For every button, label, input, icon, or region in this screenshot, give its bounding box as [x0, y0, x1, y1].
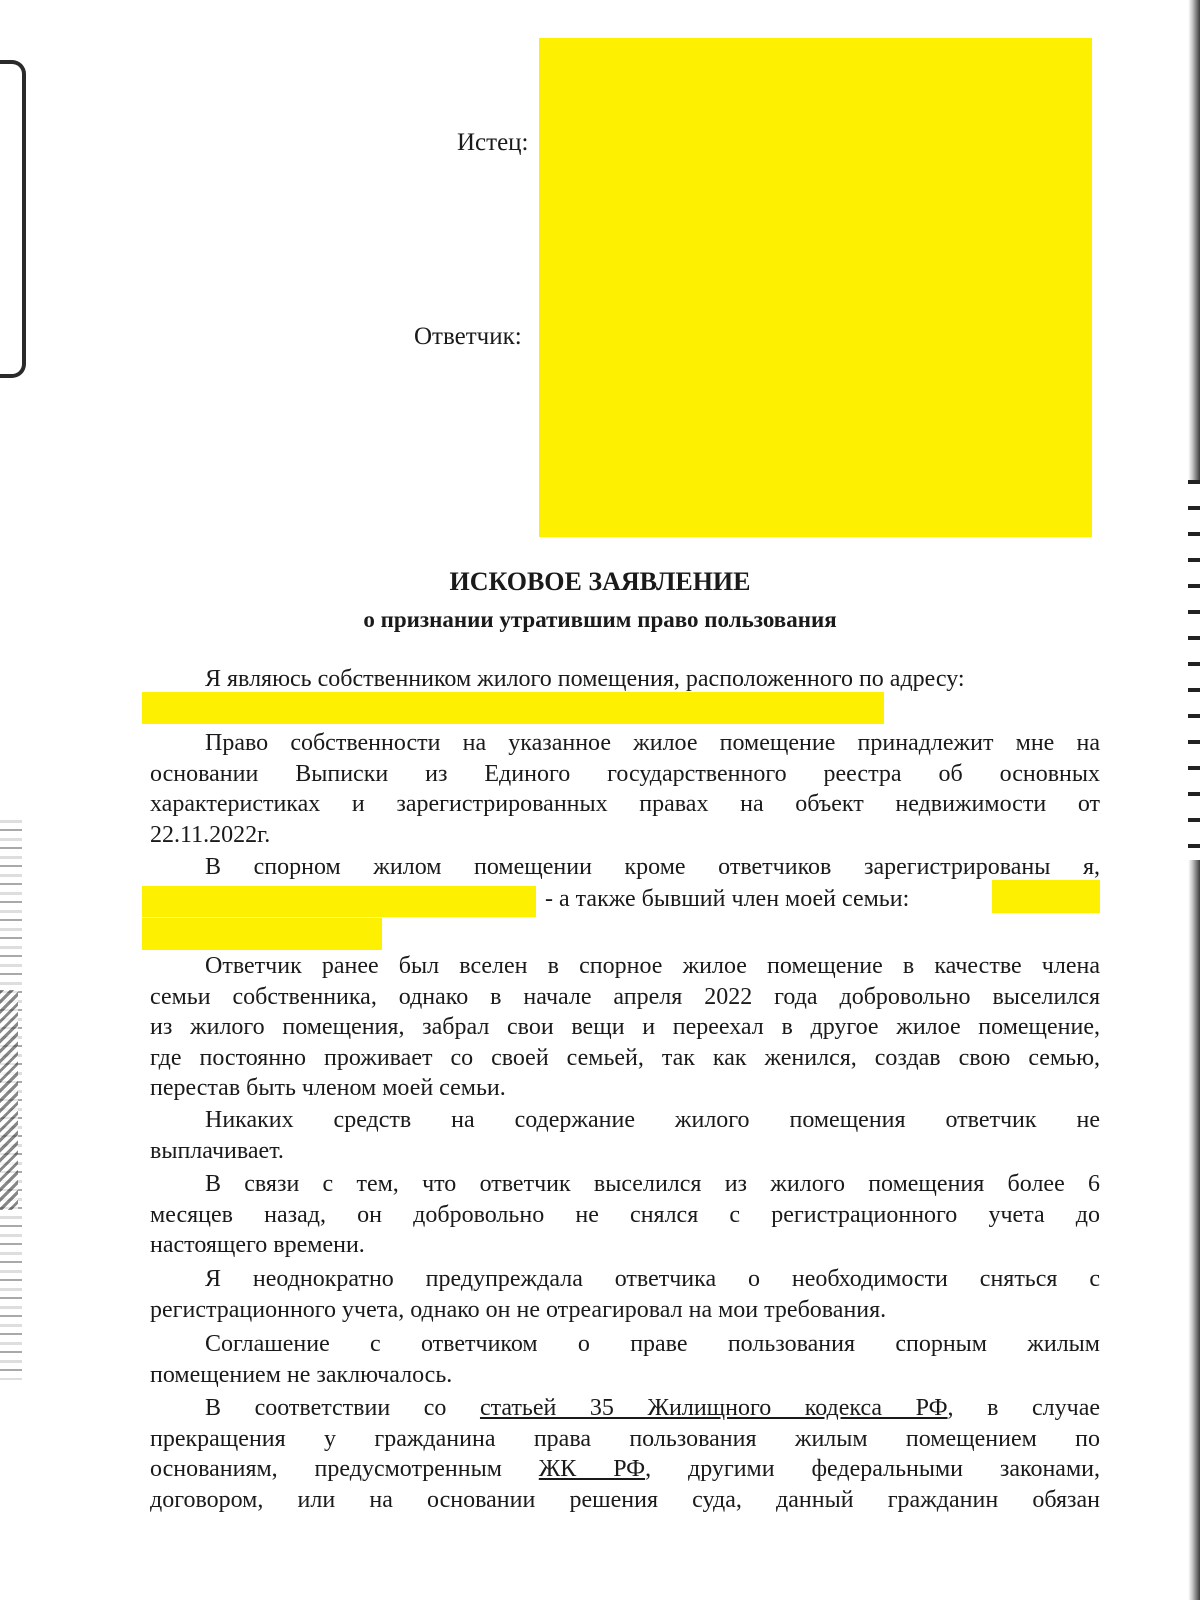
text-fragment: В соответствии со [205, 1395, 447, 1421]
paragraph-ownership [150, 728, 1100, 850]
text-line: основании Выписки из Единого государственного реестра об основных [150, 760, 1100, 787]
text-line: выплачивает. [150, 1137, 284, 1164]
text-line: из жилого помещения, забрал свои вещи и переехал в другое жилое помещение, [150, 1014, 1100, 1040]
law-reference-article-35: статьей 35 Жилищного кодекса РФ [479, 1395, 948, 1421]
header-redaction [539, 38, 1092, 537]
paragraph-registered [150, 852, 1100, 883]
text-line: Я являюсь собственником жилого помещения, расположенного по адресу: [205, 666, 965, 692]
text-line: договором, или на основании решения суда, данный гражданин обязан [150, 1486, 1100, 1513]
paragraph-defendant-moved [150, 951, 1100, 1104]
text-line: 22.11.2022г. [150, 821, 271, 848]
text-line [150, 1454, 1100, 1485]
text-line: характеристиках и зарегистрированных правах на объект недвижимости от [150, 791, 1100, 817]
text-line: В связи с тем, что ответчик выселился из жилого помещения более 6 [205, 1171, 1100, 1197]
former-family-redaction-2 [142, 918, 382, 950]
text-line: Право собственности на указанное жилое помещение принадлежит мне на [205, 730, 1100, 756]
paragraph-warnings [150, 1264, 1100, 1325]
plaintiff-label: Истец: [457, 129, 529, 156]
address-redaction [142, 692, 884, 724]
paragraph-legal-basis [150, 1393, 1100, 1515]
text-fragment: , в случае [947, 1395, 1100, 1421]
scan-edge-left [0, 60, 26, 378]
text-line: Ответчик ранее был вселен в спорное жилое помещение в качестве члена [205, 953, 1100, 979]
text-line: В спорном жилом помещении кроме ответчиков зарегистрированы я, [205, 854, 1100, 880]
defendant-label: Ответчик: [414, 323, 522, 350]
document-title: ИСКОВОЕ ЗАЯВЛЕНИЕ [449, 567, 751, 596]
text-line: помещением не заключалось. [150, 1361, 453, 1388]
text-fragment: , другими федеральными законами, [645, 1456, 1100, 1482]
paragraph-address [150, 664, 1100, 695]
text-line [150, 1393, 1100, 1424]
document-subtitle: о признании утратившим право пользования [363, 607, 837, 632]
law-reference-housing-code: ЖК РФ [538, 1456, 646, 1482]
former-family-redaction-1 [992, 880, 1100, 913]
paragraph-no-payments [150, 1105, 1100, 1166]
scan-edge-hatch-left [0, 990, 18, 1210]
registered-person-redaction [142, 886, 536, 917]
text-line: месяцев назад, он добровольно не снялся с регистрационного учета до [150, 1201, 1100, 1228]
former-family-text: - а также бывший член моей семьи: [545, 886, 910, 912]
text-line: где постоянно проживает со своей семьей, так как женился, создав свою семью, [150, 1044, 1100, 1071]
text-line: настоящего времени. [150, 1232, 365, 1258]
text-line: прекращения у гражданина права пользования жилым помещением по [150, 1425, 1100, 1452]
text-line: Соглашение с ответчиком о праве пользования спорным жилым [205, 1331, 1100, 1357]
text-line: Я неоднократно предупреждала ответчика о необходимости сняться с [205, 1266, 1100, 1292]
text-line: Никаких средств на содержание жилого помещения ответчик не [205, 1107, 1100, 1133]
text-fragment: основаниям, предусмотренным [150, 1456, 502, 1482]
paragraph-not-deregistered [150, 1169, 1100, 1261]
text-line: регистрационного учета, однако он не отреагировал на мои требования. [150, 1296, 887, 1323]
text-line: перестав быть членом моей семьи. [150, 1075, 506, 1101]
text-line: семьи собственника, однако в начале апреля 2022 года добровольно выселился [150, 983, 1100, 1010]
paragraph-no-agreement [150, 1329, 1100, 1390]
scan-edge-marks-right [1188, 480, 1200, 860]
